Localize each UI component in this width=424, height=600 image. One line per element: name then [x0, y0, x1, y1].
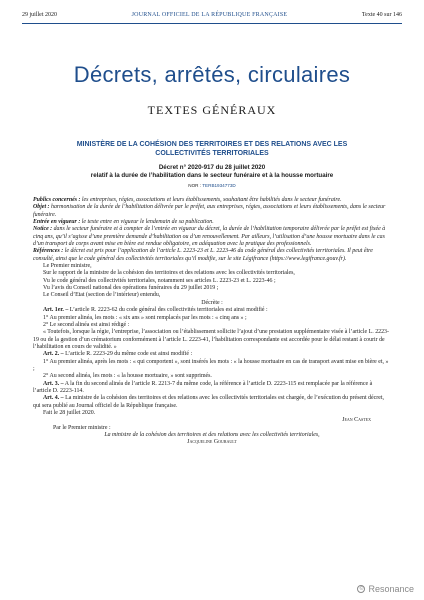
- preamble-decrete: Décrète :: [201, 299, 223, 306]
- closing-date: Fait le 28 juillet 2020.: [43, 409, 96, 416]
- article-1: Art. 1er. – L’article R. 2223-62 du code général des collectivités territoriales est ainsi modifié :: [43, 307, 268, 314]
- preamble-rapport: Sur le rapport de la ministre de la cohésion des territoires et des relations avec les collectivités territoriales,: [43, 270, 295, 277]
- watermark: [357, 584, 414, 594]
- article-3: Art. 3. – A la fin du second alinéa de l’article R. 2213-7 du même code, la référence à l’article D. 2223-115 est remplacée par la référence à l’article D. 2223-114.: [33, 380, 373, 394]
- notice-entree: Entrée en vigueur : le texte entre en vigueur le lendemain de sa publication.: [33, 219, 214, 226]
- watermark-text: Resonance: [368, 584, 414, 594]
- minister-name: Jacqueline Gourault: [187, 439, 237, 446]
- preamble-vu-2: Vu l’avis du Conseil national des opérations funéraires du 29 juillet 2019 ;: [43, 285, 219, 292]
- decree-subject: relatif à la durée de l’habilitation dans le secteur funéraire et à la housse mortuaire: [90, 172, 334, 179]
- section-subtitle: TEXTES GÉNÉRAUX: [147, 103, 277, 117]
- nor-label: NOR :: [188, 183, 203, 188]
- notice-references: Références : le décret est pris pour l’application de l’article L. 2223-23 et L. 2223-46 du code général des collectivités territoriales. Il peut être consulté, ainsi que le code général des collectivités territoriales qu’il modifie, sur le site Légifrance (https://www.legifrance.gouv.fr).: [33, 248, 373, 262]
- notice-text: Notice : dans le secteur funéraire et à compter de l’entrée en vigueur du décret, la durée de l’habilitation temporaire délivrée par le préfet est fixée à cinq ans, qu’il s’agisse d’une première demande d’habilitation ou d’un renouvellement. Par ailleurs, l’utilisation d’une housse mortuaire dans le cas d’un transport de corps avant mise en bière est rendue obligatoire, en adéquation avec la pratique des professionnels.: [33, 226, 386, 248]
- decree-body: [33, 197, 391, 447]
- article-4: Art. 4. – La ministre de la cohésion des territoires et des relations avec les collectivités territoriales est chargée, de l’exécution du présent décret, qui sera publié au Journal officiel de la République française.: [33, 395, 384, 409]
- header-journal-title: JOURNAL OFFICIEL DE LA RÉPUBLIQUE FRANÇAISE: [131, 12, 288, 18]
- notice-publics: Publics concernés : les entreprises, régies, associations et leurs établissements, souhaitant être habilités dans le secteur funéraire.: [33, 197, 342, 203]
- section-title: Décrets, arrêtés, circulaires: [73, 62, 351, 87]
- header-page-number: Texte 40 sur 146: [361, 12, 402, 18]
- copyright-icon: ©: [357, 585, 365, 593]
- nor-code: TERB1934773D: [202, 183, 236, 188]
- article-2-para-2: 2° Au second alinéa, les mots : « la housse mortuaire, » sont supprimés.: [43, 373, 212, 380]
- article-2-para-1: 1° Au premier alinéa, après les mots : « qui comportent », sont insérés les mots : « la housse mortuaire en cas de transport avant mise en bière et, » ;: [33, 358, 389, 372]
- preamble-conseil: Le Conseil d’Etat (section de l’intérieur) entendu,: [43, 292, 161, 299]
- header-divider: [22, 23, 402, 24]
- ministry-name: MINISTÈRE DE LA COHÉSION DES TERRITOIRES ET DES RELATIONS AVEC LES COLLECTIVITÉS TERRITORIALES: [76, 141, 348, 157]
- closing-par: Par le Premier ministre :: [53, 424, 111, 431]
- decree-title: [40, 164, 384, 180]
- preamble-vu-1: Vu le code général des collectivités territoriales, notamment ses articles L. 2223-23 et L. 2223-46 ;: [43, 277, 276, 284]
- header-date: 29 juillet 2020: [22, 12, 57, 18]
- preamble-pm: Le Premier ministre,: [43, 263, 92, 270]
- article-2: Art. 2. – L’article R. 2223-29 du même code est ainsi modifié :: [43, 351, 193, 358]
- nor-reference: [0, 183, 424, 188]
- page-header: [22, 10, 402, 20]
- minister-title: La ministre de la cohésion des territoires et des relations avec les collectivités territoriales,: [104, 432, 320, 438]
- article-1-para-2: 2° Le second alinéa est ainsi rédigé :: [43, 321, 130, 328]
- decree-number: Décret n° 2020-917 du 28 juillet 2020: [158, 164, 266, 171]
- article-1-para-1: 1° Au premier alinéa, les mots : « six ans » sont remplacés par les mots : « cinq ans » ;: [43, 314, 247, 321]
- article-1-para-3: « Toutefois, lorsque la régie, l’entreprise, l’association ou l’établissement sollicite l’ajout d’une prestation supplémentaire visée à l’article L. 2223-19 ou de la gestion d’un crématorium conformément à l’article L. 2223-41, l’habilitation correspondante est accordée pour le délai restant à courir de l’habilitation en cours de validité. »: [33, 329, 389, 350]
- signer-name: Jean Castex: [342, 417, 371, 424]
- notice-objet: Objet : harmonisation de la durée de l’habilitation délivrée par le préfet, aux entreprises, régies, associations et leurs établissements, dans le secteur funéraire.: [33, 204, 386, 218]
